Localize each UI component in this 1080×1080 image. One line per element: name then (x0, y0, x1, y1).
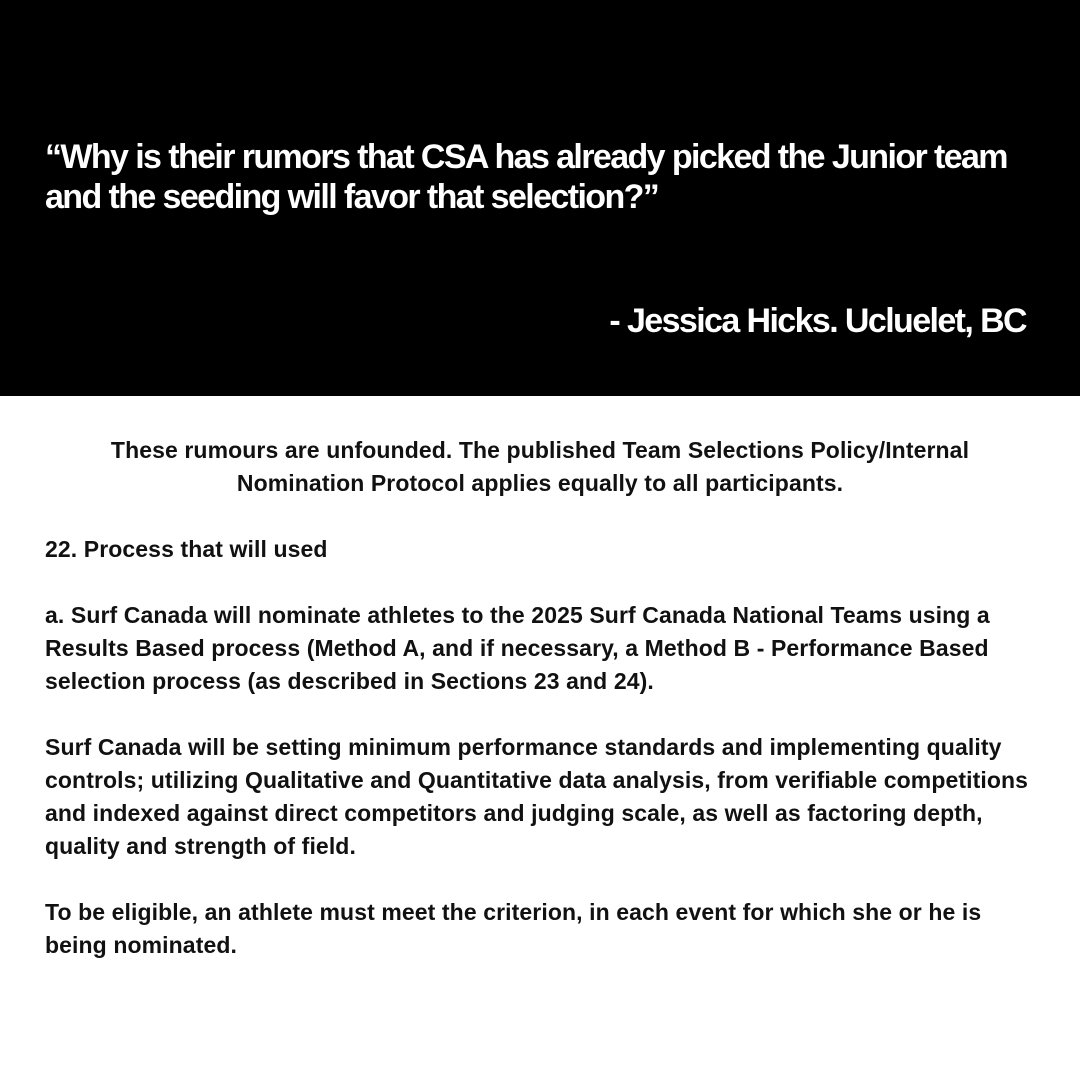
paragraph-eligibility: To be eligible, an athlete must meet the criterion, in each event for which she or he is being nominated. (45, 899, 982, 958)
question-panel (0, 0, 1080, 396)
question-attribution: - Jessica Hicks. Ucluelet, BC (609, 302, 1026, 340)
answer-lead: These rumours are unfounded. The published Team Selections Policy/Internal Nomination Protocol applies equally to all participants. (110, 437, 970, 496)
paragraph-method: a. Surf Canada will nominate athletes to the 2025 Surf Canada National Teams using a Results Based process (Method A, and if necessary, a Method B - Performance Based selection process (as described in Sections 23 and 24). (45, 602, 990, 694)
answer-panel (45, 434, 1035, 962)
section-heading: 22. Process that will used (45, 536, 328, 562)
question-quote: “Why is their rumors that CSA has already picked the Junior team and the seeding will favor that selection?” (45, 138, 1007, 216)
paragraph-standards: Surf Canada will be setting minimum performance standards and implementing quality controls; utilizing Qualitative and Quantitative data analysis, from verifiable competitions and indexed against direct competitors and judging scale, as well as factoring depth, quality and strength of field. (45, 734, 1029, 859)
